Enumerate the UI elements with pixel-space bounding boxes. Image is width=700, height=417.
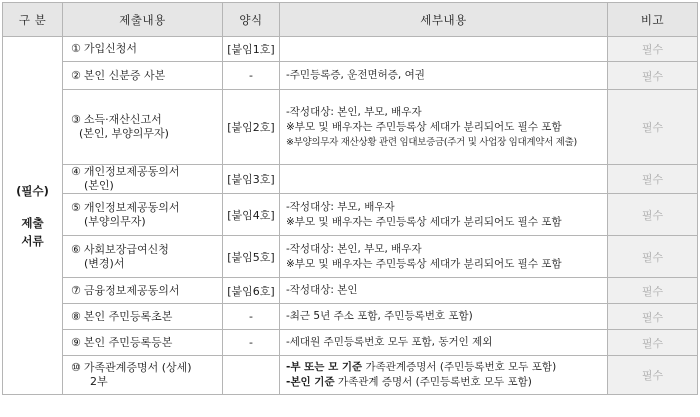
detail-line: -주민등록증, 운전면허증, 여권 bbox=[286, 69, 425, 81]
document-name: 가입신청서 bbox=[83, 42, 138, 55]
table-row bbox=[3, 278, 698, 304]
item-number: ⑨ bbox=[71, 335, 81, 349]
detail-text: 가족관계 증명서 (주민등록번호 모두 포함) bbox=[334, 376, 532, 388]
form-cell: [붙임2호] bbox=[223, 90, 280, 165]
detail-cell bbox=[280, 165, 608, 194]
form-cell: [붙임1호] bbox=[223, 37, 280, 62]
table-row bbox=[3, 236, 698, 278]
document-cell bbox=[63, 304, 223, 330]
detail-cell bbox=[280, 194, 608, 236]
item-number: ⑩ bbox=[71, 361, 81, 374]
detail-line: ※부모 및 배우자는 주민등록상 세대가 분리되어도 필수 포함 bbox=[286, 215, 562, 228]
table-header-row bbox=[3, 3, 698, 37]
category-cell bbox=[3, 37, 63, 395]
item-number: ⑦ bbox=[71, 283, 81, 297]
note-cell: 필수 bbox=[608, 37, 698, 62]
detail-text: 가족관계증명서 (주민등록번호 모두 포함) bbox=[362, 361, 557, 373]
note-cell: 필수 bbox=[608, 236, 698, 278]
detail-cell bbox=[280, 356, 608, 395]
form-cell bbox=[223, 356, 280, 395]
item-number: ④ bbox=[71, 165, 81, 178]
header-detail: 세부내용 bbox=[280, 3, 608, 37]
table-row bbox=[3, 37, 698, 62]
submission-documents-table bbox=[2, 2, 698, 395]
table-row bbox=[3, 90, 698, 165]
detail-line: -최근 5년 주소 포함, 주민등록번호 포함) bbox=[286, 310, 473, 322]
document-subname: (본인) bbox=[84, 179, 114, 192]
document-name: 가족관계증명서 (상세) bbox=[83, 361, 192, 374]
document-subname: (변경)서 bbox=[84, 256, 125, 270]
detail-cell bbox=[280, 37, 608, 62]
detail-line: -작성대상: 본인, 부모, 배우자 bbox=[286, 242, 422, 255]
note-cell: 필수 bbox=[608, 356, 698, 395]
detail-line: ※부양의무자 재산상황 관련 임대보증금(주거 및 사업장 임대계약서 제출) bbox=[286, 136, 577, 148]
document-subname: (부양의무자) bbox=[84, 214, 146, 228]
document-subname: (본인, 부양의무자) bbox=[79, 127, 169, 140]
table-row bbox=[3, 304, 698, 330]
document-name: 사회보장급여신청 bbox=[83, 242, 169, 256]
table-row bbox=[3, 194, 698, 236]
note-cell: 필수 bbox=[608, 165, 698, 194]
note-cell: 필수 bbox=[608, 330, 698, 356]
form-cell: [붙임5호] bbox=[223, 236, 280, 278]
document-name: 본인 신분증 사본 bbox=[83, 68, 166, 82]
item-number: ⑥ bbox=[71, 242, 81, 256]
document-cell bbox=[63, 356, 223, 395]
document-name: 금융정보제공동의서 bbox=[83, 283, 180, 297]
document-cell bbox=[63, 37, 223, 62]
detail-cell bbox=[280, 304, 608, 330]
detail-cell bbox=[280, 62, 608, 90]
document-cell bbox=[63, 165, 223, 194]
note-cell: 필수 bbox=[608, 278, 698, 304]
table-row bbox=[3, 165, 698, 194]
document-name: 본인 주민등록등본 bbox=[83, 335, 173, 349]
form-cell: - bbox=[223, 304, 280, 330]
detail-line: ※부모 및 배우자는 주민등록상 세대가 분리되어도 필수 포함 bbox=[286, 257, 562, 270]
detail-cell bbox=[280, 236, 608, 278]
document-cell bbox=[63, 330, 223, 356]
document-cell bbox=[63, 236, 223, 278]
table-row bbox=[3, 330, 698, 356]
form-cell: [붙임3호] bbox=[223, 165, 280, 194]
header-form: 양식 bbox=[223, 3, 280, 37]
detail-cell bbox=[280, 330, 608, 356]
detail-line: -작성대상: 본인, 부모, 배우자 bbox=[286, 105, 422, 118]
document-name: 소득·재산신고서 bbox=[83, 113, 162, 126]
detail-cell bbox=[280, 90, 608, 165]
document-name: 본인 주민등록초본 bbox=[83, 309, 173, 323]
detail-keyword: -부 또는 모 기준 bbox=[286, 361, 363, 373]
form-cell: [붙임4호] bbox=[223, 194, 280, 236]
item-number: ③ bbox=[71, 113, 81, 126]
detail-cell bbox=[280, 278, 608, 304]
item-number: ⑧ bbox=[71, 309, 81, 323]
note-cell: 필수 bbox=[608, 62, 698, 90]
detail-line: -작성대상: 부모, 배우자 bbox=[286, 200, 395, 213]
note-cell: 필수 bbox=[608, 194, 698, 236]
document-name: 개인정보제공동의서 bbox=[83, 200, 180, 214]
document-cell bbox=[63, 62, 223, 90]
note-cell: 필수 bbox=[608, 90, 698, 165]
document-name: 개인정보제공동의서 bbox=[83, 165, 180, 178]
document-cell bbox=[63, 278, 223, 304]
item-number: ① bbox=[71, 42, 81, 55]
detail-line bbox=[286, 375, 607, 390]
item-number: ⑤ bbox=[71, 200, 81, 214]
detail-line: ※부모 및 배우자는 주민등록상 세대가 분리되어도 필수 포함 bbox=[286, 120, 562, 133]
item-number: ② bbox=[71, 68, 81, 82]
detail-line: -작성대상: 본인 bbox=[286, 284, 358, 296]
table-row bbox=[3, 356, 698, 395]
document-cell bbox=[63, 194, 223, 236]
form-cell: [붙임6호] bbox=[223, 278, 280, 304]
category-line: (필수) bbox=[16, 183, 49, 198]
document-cell bbox=[63, 90, 223, 165]
detail-keyword: -본인 기준 bbox=[286, 376, 335, 388]
category-line: 제출 bbox=[21, 215, 44, 230]
document-subname: 2부 bbox=[90, 375, 108, 388]
form-cell: - bbox=[223, 330, 280, 356]
category-line: 서류 bbox=[21, 233, 44, 248]
table-row bbox=[3, 62, 698, 90]
form-cell: - bbox=[223, 62, 280, 90]
header-category: 구 분 bbox=[3, 3, 63, 37]
detail-line: -세대원 주민등록번호 모두 포함, 동거인 제외 bbox=[286, 336, 493, 348]
note-cell: 필수 bbox=[608, 304, 698, 330]
header-note: 비고 bbox=[608, 3, 698, 37]
header-document: 제출내용 bbox=[63, 3, 223, 37]
detail-line bbox=[286, 360, 607, 375]
